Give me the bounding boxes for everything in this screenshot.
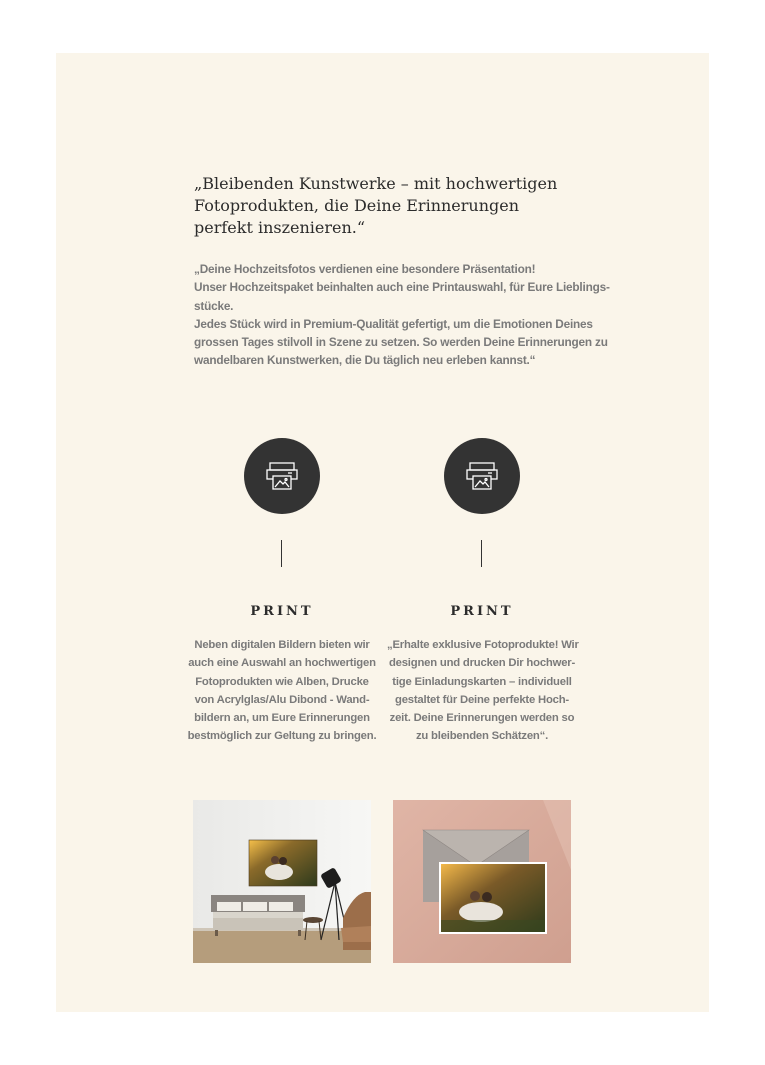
intro-text <box>194 260 610 370</box>
intro-line: Jedes Stück wird in Premium-Qualität gefertigt, um die Emotionen Deines <box>194 316 593 331</box>
feature-line: tige Einladungskarten – individuell <box>392 675 572 688</box>
feature-line: Neben digitalen Bildern bieten wir <box>194 639 370 651</box>
feature-title: PRINT <box>250 604 314 619</box>
invitation-card-photo <box>393 800 571 963</box>
feature-line: zeit. Deine Erinnerungen werden so <box>389 712 575 725</box>
feature-line: auch eine Auswahl an hochwertigen <box>188 657 376 670</box>
divider-line <box>281 540 282 567</box>
feature-line: bestmöglich zur Geltung zu bringen. <box>187 730 377 743</box>
intro-line: Unser Hochzeitspaket beinhalten auch eine Printauswahl, für Eure Lieblings- <box>194 280 610 295</box>
printer-icon <box>266 462 298 490</box>
intro-line: wandelbaren Kunstwerken, die Du täglich neu erleben kannst.“ <box>194 353 536 368</box>
feature-line: gestaltet für Deine perfekte Hoch- <box>395 693 569 706</box>
intro-line: grossen Tages stilvoll in Szene zu setzen. So werden Deine Erinnerungen zu <box>194 335 608 350</box>
feature-line: „Erhalte exklusive Fotoprodukte! Wir <box>387 639 579 651</box>
content-panel <box>56 53 709 1012</box>
feature-line: bildern an, um Eure Erinnerungen <box>194 712 370 725</box>
headline: „Bleibenden Kunstwerke – mit hochwertigen Fotoprodukten, die Deine Erinnerungen perfekt inszenieren.“ <box>194 174 558 237</box>
feature-line: Fotoprodukten wie Alben, Drucke <box>195 675 369 688</box>
divider-line <box>481 540 482 567</box>
feature-description <box>187 636 377 746</box>
feature-line: von Acrylglas/Alu Dibond - Wand- <box>194 693 370 706</box>
wall-print-room-photo <box>193 800 371 963</box>
printer-icon <box>466 462 498 490</box>
feature-line: designen und drucken Dir hochwer- <box>388 657 576 670</box>
intro-line: „Deine Hochzeitsfotos verdienen eine besondere Präsentation! <box>194 262 536 276</box>
printer-icon-badge <box>444 438 520 514</box>
feature-description <box>387 636 577 746</box>
intro-line: stücke. <box>194 298 234 313</box>
feature-title: PRINT <box>450 604 514 619</box>
feature-line: zu bleibenden Schätzen“. <box>415 730 549 743</box>
printer-icon-badge <box>244 438 320 514</box>
